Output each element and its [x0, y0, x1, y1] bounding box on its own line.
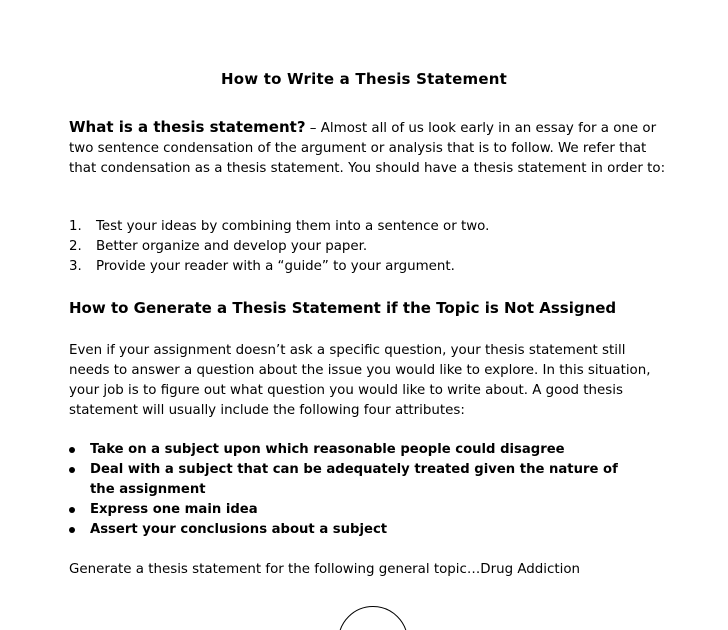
- section-heading: How to Generate a Thesis Statement if the Topic is Not Assigned: [69, 299, 617, 317]
- intro-text: Almost all of us look early in an essay for a one or two sentence condensation of the argument or analysis that is to follow. We refer that that condensation as a thesis statement. You should have a thesis statement in order to:: [69, 121, 666, 176]
- prompt-text: Generate a thesis statement for the following general topic…Drug Addiction: [69, 562, 581, 577]
- list-item-text: Provide your reader with a “guide” to your argument.: [96, 259, 455, 274]
- intro-paragraph: [69, 117, 669, 179]
- intro-question-heading: What is a thesis statement?: [69, 118, 306, 136]
- answer-circle: [338, 606, 408, 630]
- purpose-list: [69, 217, 489, 277]
- bullet-icon: [69, 447, 75, 453]
- list-item-text: Better organize and develop your paper.: [96, 239, 368, 254]
- list-item: [69, 520, 639, 540]
- list-item-text: Assert your conclusions about a subject: [90, 522, 388, 537]
- list-item: [69, 237, 489, 257]
- bullet-icon: [69, 507, 75, 513]
- bullet-icon: [69, 527, 75, 533]
- list-item-text: Take on a subject upon which reasonable people could disagree: [90, 442, 565, 457]
- list-item: [69, 440, 639, 460]
- list-number: 3.: [69, 259, 82, 274]
- list-item: [69, 257, 489, 277]
- document-title: How to Write a Thesis Statement: [221, 70, 507, 88]
- list-number: 1.: [69, 219, 82, 234]
- attributes-list: [69, 440, 639, 540]
- list-item: [69, 500, 639, 520]
- bullet-icon: [69, 467, 75, 473]
- intro-separator: –: [305, 121, 321, 136]
- list-number: 2.: [69, 239, 82, 254]
- list-item: [69, 217, 489, 237]
- section-body: Even if your assignment doesn’t ask a specific question, your thesis statement still needs to answer a question about the issue you would like to explore. In this situation, your job is to figure out what question you would like to write about. A good thesis statement will usually include the following four attributes:: [69, 343, 651, 418]
- list-item: [69, 460, 639, 500]
- list-item-text: Test your ideas by combining them into a sentence or two.: [96, 219, 490, 234]
- list-item-text: Deal with a subject that can be adequately treated given the nature of the assignment: [90, 462, 618, 497]
- list-item-text: Express one main idea: [90, 502, 258, 517]
